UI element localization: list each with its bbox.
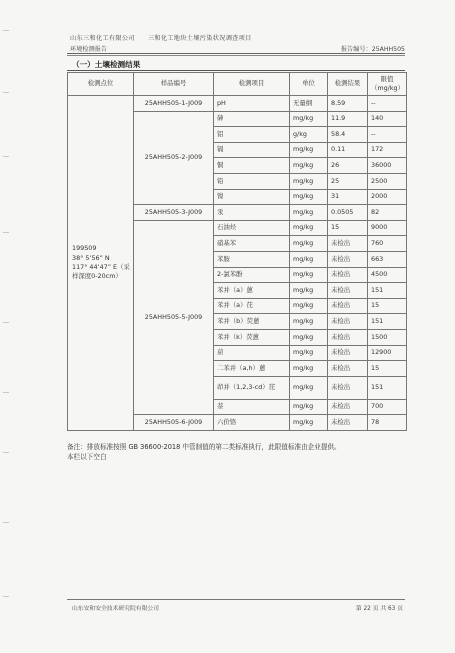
header-sample: 样品编号 [134,73,214,96]
result-cell: 31 [328,189,368,205]
item-cell: 苯并（a）蒽 [214,283,290,299]
result-cell: 未检出 [328,251,368,267]
unit-cell: mg/kg [290,361,328,377]
result-cell: 未检出 [328,283,368,299]
item-cell: 铝 [214,127,290,143]
unit-cell: g/kg [290,127,328,143]
item-cell: 二苯并（a,h）蒽 [214,361,290,377]
table-row [68,96,407,112]
result-cell: 未检出 [328,314,368,330]
result-cell: 15 [328,220,368,236]
remarks [67,442,405,462]
limit-cell: 172 [368,142,407,158]
item-cell: 六价铬 [214,415,290,431]
limit-cell: 151 [368,283,407,299]
page-number: 第 22 页 共 63 页 [355,606,403,612]
item-cell: 䓛 [214,345,290,361]
margin-mark [3,156,9,157]
header-unit: 单位 [290,73,328,96]
limit-cell: 4500 [368,267,407,283]
margin-mark [3,452,9,453]
unit-cell: mg/kg [290,298,328,314]
table-header-row [68,73,407,96]
item-cell: 汞 [214,205,290,221]
limit-cell: 12900 [368,345,407,361]
item-cell: 镉 [214,142,290,158]
unit-cell: mg/kg [290,314,328,330]
result-cell: 26 [328,158,368,174]
sample-id-cell: 25AHH505-5-J009 [134,220,214,415]
header-limit-unit: （mg/kg） [371,84,404,92]
header-item: 检测项目 [214,73,290,96]
remarks-text: 备注：排放标准按照 GB 36600-2018 中管制值的第二类标准执行，此限值标准由企业提供。 [67,443,341,451]
result-cell: 未检出 [328,361,368,377]
result-cell: 未检出 [328,267,368,283]
header-limit-label: 限值 [380,75,394,84]
item-cell: 铅 [214,173,290,189]
sampling-point-label: 199S09 38° 5’56” N 117° 44’47” E（采样深度0-20cm） [72,244,130,281]
unit-cell: mg/kg [290,345,328,361]
margin-mark [3,232,9,233]
unit-cell: mg/kg [290,173,328,189]
blank-below-text: 本栏以下空白 [67,453,107,462]
header-limit [368,73,407,96]
unit-cell: mg/kg [290,415,328,431]
limit-cell: 151 [368,314,407,330]
result-cell: 8.59 [328,96,368,112]
unit-cell: mg/kg [290,158,328,174]
unit-cell: mg/kg [290,189,328,205]
limit-cell: 2000 [368,189,407,205]
limit-cell: 78 [368,415,407,431]
unit-cell: mg/kg [290,376,328,399]
item-cell: 铜 [214,158,290,174]
sample-id-cell: 25AHH505-3-J009 [134,205,214,221]
item-cell: 茚并（1,2,3-cd）芘 [214,376,290,399]
item-cell: 砷 [214,111,290,127]
section-divider [67,70,405,71]
item-cell: 镍 [214,189,290,205]
margin-mark [3,392,9,393]
limit-cell: 2500 [368,173,407,189]
limit-cell: 15 [368,298,407,314]
unit-cell: mg/kg [290,329,328,345]
margin-mark [3,92,9,93]
limit-cell: 1500 [368,329,407,345]
header-divider-thin [67,55,405,56]
result-cell: 未检出 [328,236,368,252]
item-cell: 苯胺 [214,251,290,267]
footer-company: 山东安和安全技术研究院有限公司 [72,606,159,612]
soil-results-table [67,72,407,431]
margin-mark [3,30,9,31]
limit-cell: 9000 [368,220,407,236]
header-subtitle: 环境检测报告 [70,46,108,53]
unit-cell: mg/kg [290,111,328,127]
limit-cell: -- [368,96,407,112]
unit-cell: mg/kg [290,267,328,283]
limit-cell: 140 [368,111,407,127]
unit-cell: 无量纲 [290,96,328,112]
limit-cell: 82 [368,205,407,221]
item-cell: 2-氯苯酚 [214,267,290,283]
limit-cell: 663 [368,251,407,267]
result-cell: 未检出 [328,345,368,361]
item-cell: 苯并（b）荧蒽 [214,314,290,330]
result-cell: 11.9 [328,111,368,127]
margin-mark [3,522,9,523]
result-cell: 未检出 [328,415,368,431]
result-cell: 0.11 [328,142,368,158]
sampling-point-cell [68,96,134,431]
header-divider [67,53,405,54]
unit-cell: mg/kg [290,236,328,252]
item-cell: 萘 [214,399,290,415]
limit-cell: 36000 [368,158,407,174]
unit-cell: mg/kg [290,399,328,415]
sample-id-cell: 25AHH505-6-J009 [134,415,214,431]
margin-mark [3,322,9,323]
item-cell: 硝基苯 [214,236,290,252]
limit-cell: 151 [368,376,407,399]
item-cell: 石油烃 [214,220,290,236]
result-cell: 未检出 [328,399,368,415]
section-title: （一）土壤检测结果 [72,60,141,69]
result-cell: 58.4 [328,127,368,143]
limit-cell: 760 [368,236,407,252]
item-cell: 苯并（a）芘 [214,298,290,314]
limit-cell: 700 [368,399,407,415]
sample-id-cell: 25AHH505-2-J009 [134,111,214,205]
result-cell: 25 [328,173,368,189]
unit-cell: mg/kg [290,205,328,221]
header-point: 检测点位 [68,73,134,96]
result-cell: 0.0505 [328,205,368,221]
unit-cell: mg/kg [290,251,328,267]
unit-cell: mg/kg [290,220,328,236]
limit-cell: -- [368,127,407,143]
result-cell: 未检出 [328,376,368,399]
item-cell: 苯并（k）荧蒽 [214,329,290,345]
report-number: 报告编号：25AHH505 [340,46,405,53]
sample-id-cell: 25AHH505-1-J009 [134,96,214,112]
header-title: 山东三和化工有限公司 三和化工地块土壤污染状况调查项目 [70,35,252,42]
header-result: 检测结果 [328,73,368,96]
unit-cell: mg/kg [290,283,328,299]
footer-divider [67,599,405,600]
result-cell: 未检出 [328,329,368,345]
limit-cell: 15 [368,361,407,377]
margin-mark [3,596,9,597]
result-cell: 未检出 [328,298,368,314]
item-cell: pH [214,96,290,112]
unit-cell: mg/kg [290,142,328,158]
